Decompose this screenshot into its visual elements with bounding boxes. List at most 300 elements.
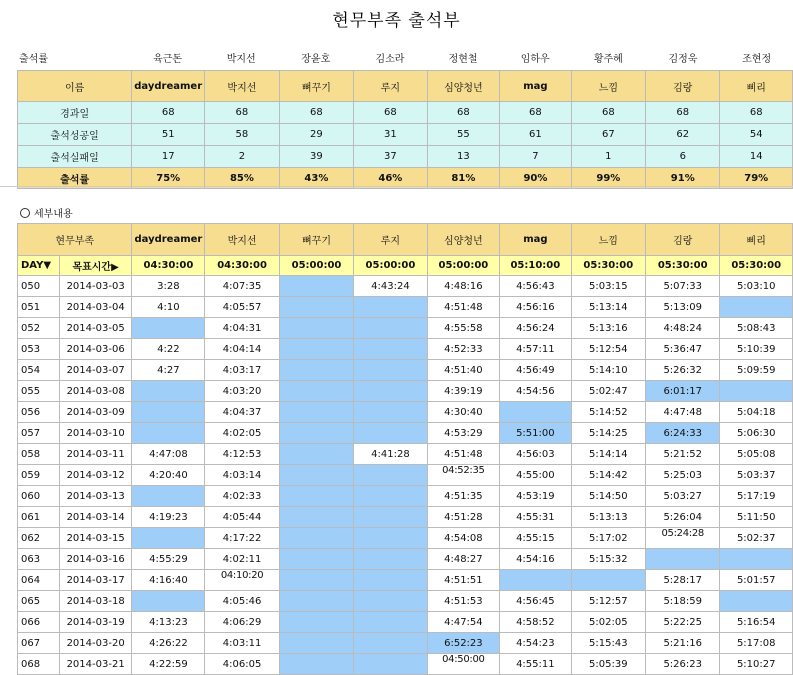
missed-time-cell[interactable]	[354, 465, 427, 486]
circle-bullet-icon	[20, 208, 30, 218]
check-in-time-cell[interactable]: 5:02:47	[571, 381, 645, 402]
check-in-time-cell[interactable]: 5:03:37	[720, 465, 793, 486]
check-in-time-cell[interactable]: 5:12:57	[571, 591, 645, 612]
missed-time-cell[interactable]	[279, 549, 353, 570]
missed-time-cell[interactable]	[354, 591, 427, 612]
check-in-time-cell[interactable]: 4:53:19	[500, 486, 571, 507]
check-in-time-cell[interactable]: 5:02:37	[720, 528, 793, 549]
missed-time-cell[interactable]	[279, 339, 353, 360]
check-in-time-cell[interactable]: 4:26:22	[132, 633, 205, 654]
check-in-time-cell[interactable]: 4:03:11	[205, 633, 279, 654]
stat-cell[interactable]: 17	[132, 146, 205, 168]
stat-label[interactable]: 경과일	[18, 102, 132, 124]
missed-time-cell[interactable]	[279, 591, 353, 612]
check-in-time-cell[interactable]: 4:53:29	[427, 423, 499, 444]
check-in-time-cell[interactable]: 4:47:54	[427, 612, 499, 633]
check-in-time-cell[interactable]: 4:56:16	[500, 297, 571, 318]
missed-time-cell[interactable]	[279, 633, 353, 654]
day-number-cell[interactable]: 059	[18, 465, 60, 486]
check-in-time-cell[interactable]: 4:22:59	[132, 654, 205, 675]
date-cell[interactable]: 2014-03-13	[59, 486, 132, 507]
nickname-cell[interactable]: 뼈꾸기	[279, 71, 353, 102]
stat-cell[interactable]: 61	[500, 124, 571, 146]
check-in-time-cell[interactable]: 4:58:52	[500, 612, 571, 633]
stat-cell[interactable]: 51	[132, 124, 205, 146]
check-in-time-cell[interactable]: 4:51:51	[427, 570, 499, 591]
table-row	[18, 549, 793, 570]
day-number-cell[interactable]: 053	[18, 339, 60, 360]
nickname-cell[interactable]: 김랑	[646, 224, 720, 256]
check-in-time-cell[interactable]: 5:28:17	[646, 570, 720, 591]
check-in-time-cell[interactable]: 5:15:32	[571, 549, 645, 570]
real-name-cell: 황주혜	[593, 54, 623, 65]
missed-time-cell[interactable]	[279, 507, 353, 528]
missed-time-cell[interactable]	[132, 528, 205, 549]
stat-cell[interactable]: 14	[720, 146, 793, 168]
date-cell[interactable]: 2014-03-08	[59, 381, 132, 402]
nickname-cell[interactable]: 뼈꾸기	[279, 224, 353, 256]
stat-cell[interactable]: 39	[279, 146, 353, 168]
nickname-cell[interactable]: daydreamer	[132, 224, 205, 256]
day-number-cell[interactable]: 050	[18, 276, 60, 297]
check-in-time-cell[interactable]: 4:47:48	[646, 402, 720, 423]
nickname-cell[interactable]: 삐리	[720, 224, 793, 256]
check-in-time-cell[interactable]: 4:52:33	[427, 339, 499, 360]
missed-time-cell[interactable]: 5:51:00	[500, 423, 571, 444]
check-in-time-cell[interactable]: 4:55:31	[500, 507, 571, 528]
missed-time-cell[interactable]	[720, 549, 793, 570]
day-number-cell[interactable]: 055	[18, 381, 60, 402]
check-in-time-cell[interactable]: 4:55:29	[132, 549, 205, 570]
date-cell[interactable]: 2014-03-21	[59, 654, 132, 675]
missed-time-cell[interactable]	[354, 528, 427, 549]
check-in-time-cell[interactable]: 5:16:54	[720, 612, 793, 633]
check-in-time-cell[interactable]: 5:13:14	[571, 297, 645, 318]
nickname-cell[interactable]: 루지	[354, 224, 427, 256]
stat-cell[interactable]: 54	[720, 124, 793, 146]
target-label[interactable]: 목표시간▶	[59, 256, 132, 276]
nickname-cell[interactable]: 루지	[354, 71, 427, 102]
check-in-time-cell[interactable]: 4:05:57	[205, 297, 279, 318]
target-time-cell[interactable]: 05:30:00	[720, 256, 793, 276]
check-in-time-cell[interactable]: 4:06:05	[205, 654, 279, 675]
check-in-time-cell[interactable]: 3:28	[132, 276, 205, 297]
check-in-time-cell[interactable]: 4:51:48	[427, 444, 499, 465]
check-in-time-cell[interactable]: 4:10	[132, 297, 205, 318]
date-cell[interactable]: 2014-03-16	[59, 549, 132, 570]
attendance-rate-label: 출석률	[19, 54, 48, 65]
target-time-cell[interactable]: 04:30:00	[132, 256, 205, 276]
check-in-time-cell[interactable]: 5:03:27	[646, 486, 720, 507]
check-in-time-cell[interactable]: 5:05:39	[571, 654, 645, 675]
check-in-time-cell[interactable]: 4:56:45	[500, 591, 571, 612]
nickname-cell[interactable]: 삐리	[720, 71, 793, 102]
stat-cell[interactable]: 7	[500, 146, 571, 168]
check-in-time-cell[interactable]: 5:17:02	[571, 528, 645, 549]
missed-time-cell[interactable]	[132, 318, 205, 339]
check-in-time-cell[interactable]: 5:15:43	[571, 633, 645, 654]
stat-cell[interactable]: 31	[354, 124, 427, 146]
check-in-time-cell[interactable]: 5:09:59	[720, 360, 793, 381]
date-cell[interactable]: 2014-03-12	[59, 465, 132, 486]
day-number-cell[interactable]: 054	[18, 360, 60, 381]
nickname-cell[interactable]: 느낌	[571, 71, 645, 102]
check-in-time-cell[interactable]: 5:13:09	[646, 297, 720, 318]
nickname-cell[interactable]: 심양청년	[427, 71, 500, 102]
check-in-time-cell[interactable]: 5:11:50	[720, 507, 793, 528]
missed-time-cell[interactable]	[720, 297, 793, 318]
target-time-row	[18, 256, 793, 276]
stat-cell[interactable]: 1	[571, 146, 645, 168]
stat-cell[interactable]: 37	[354, 146, 427, 168]
check-in-time-cell[interactable]: 5:26:04	[646, 507, 720, 528]
check-in-time-cell[interactable]: 4:03:17	[205, 360, 279, 381]
check-in-time-cell[interactable]: 4:56:24	[500, 318, 571, 339]
rate-cell[interactable]: 90%	[500, 168, 571, 189]
date-cell[interactable]: 2014-03-07	[59, 360, 132, 381]
check-in-time-cell[interactable]: 5:21:52	[646, 444, 720, 465]
name-header[interactable]: 이름	[18, 71, 132, 102]
check-in-time-cell[interactable]: 5:13:13	[571, 507, 645, 528]
target-time-cell[interactable]: 05:30:00	[646, 256, 720, 276]
missed-time-cell[interactable]	[354, 549, 427, 570]
page-title: 현무부족 출석부	[332, 11, 461, 31]
check-in-time-cell[interactable]: 4:48:16	[427, 276, 499, 297]
rate-cell[interactable]: 85%	[205, 168, 279, 189]
check-in-time-cell[interactable]: 5:14:14	[571, 444, 645, 465]
missed-time-cell[interactable]	[571, 570, 645, 591]
stat-cell[interactable]: 68	[720, 102, 793, 124]
stat-cell[interactable]: 68	[205, 102, 279, 124]
day-number-cell[interactable]: 068	[18, 654, 60, 675]
check-in-time-cell[interactable]: 5:10:27	[720, 654, 793, 675]
missed-time-cell[interactable]	[279, 465, 353, 486]
check-in-time-cell[interactable]: 4:54:23	[500, 633, 571, 654]
stat-cell[interactable]: 68	[279, 102, 353, 124]
stat-cell[interactable]: 68	[354, 102, 427, 124]
check-in-time-cell[interactable]: 4:51:35	[427, 486, 499, 507]
stat-cell[interactable]: 13	[427, 146, 500, 168]
check-in-time-cell[interactable]: 4:12:53	[205, 444, 279, 465]
section-label	[20, 205, 73, 220]
check-in-time-cell[interactable]: 5:25:03	[646, 465, 720, 486]
date-cell[interactable]: 2014-03-14	[59, 507, 132, 528]
day-number-cell[interactable]: 060	[18, 486, 60, 507]
check-in-time-cell[interactable]: 04:50:00	[427, 654, 499, 675]
stat-cell[interactable]: 58	[205, 124, 279, 146]
missed-time-cell[interactable]	[132, 591, 205, 612]
missed-time-cell[interactable]	[500, 402, 571, 423]
day-number-cell[interactable]: 056	[18, 402, 60, 423]
check-in-time-cell[interactable]: 4:02:33	[205, 486, 279, 507]
missed-time-cell[interactable]	[354, 507, 427, 528]
rate-cell[interactable]: 81%	[427, 168, 500, 189]
rate-label[interactable]: 출석률	[18, 168, 132, 189]
stat-cell[interactable]: 68	[500, 102, 571, 124]
check-in-time-cell[interactable]: 5:14:25	[571, 423, 645, 444]
check-in-time-cell[interactable]: 4:39:19	[427, 381, 499, 402]
missed-time-cell[interactable]	[354, 360, 427, 381]
stat-cell[interactable]: 62	[646, 124, 720, 146]
check-in-time-cell[interactable]: 4:57:11	[500, 339, 571, 360]
missed-time-cell[interactable]	[279, 528, 353, 549]
date-cell[interactable]: 2014-03-19	[59, 612, 132, 633]
rate-cell[interactable]: 99%	[571, 168, 645, 189]
table-row	[18, 612, 793, 633]
check-in-time-cell[interactable]: 4:43:24	[354, 276, 427, 297]
check-in-time-cell[interactable]: 4:51:28	[427, 507, 499, 528]
check-in-time-cell[interactable]: 4:07:35	[205, 276, 279, 297]
stat-cell[interactable]: 55	[427, 124, 500, 146]
date-cell[interactable]: 2014-03-04	[59, 297, 132, 318]
check-in-time-cell[interactable]: 4:04:37	[205, 402, 279, 423]
day-number-cell[interactable]: 067	[18, 633, 60, 654]
check-in-time-cell[interactable]: 4:27	[132, 360, 205, 381]
check-in-time-cell[interactable]: 4:55:58	[427, 318, 499, 339]
missed-time-cell[interactable]	[354, 570, 427, 591]
summary-stat-row	[18, 146, 793, 168]
table-row	[18, 339, 793, 360]
check-in-time-cell[interactable]: 4:22	[132, 339, 205, 360]
rate-cell[interactable]: 79%	[720, 168, 793, 189]
check-in-time-cell[interactable]: 5:14:52	[571, 402, 645, 423]
missed-time-cell[interactable]	[132, 402, 205, 423]
check-in-time-cell[interactable]: 5:04:18	[720, 402, 793, 423]
check-in-time-cell[interactable]: 4:51:40	[427, 360, 499, 381]
check-in-time-cell[interactable]: 4:48:27	[427, 549, 499, 570]
target-time-cell[interactable]: 05:00:00	[427, 256, 499, 276]
missed-time-cell[interactable]	[279, 570, 353, 591]
check-in-time-cell[interactable]: 4:16:40	[132, 570, 205, 591]
missed-time-cell[interactable]	[279, 297, 353, 318]
check-in-time-cell[interactable]: 4:04:14	[205, 339, 279, 360]
nickname-cell[interactable]: daydreamer	[132, 71, 205, 102]
day-number-cell[interactable]: 065	[18, 591, 60, 612]
rate-cell[interactable]: 46%	[354, 168, 427, 189]
missed-time-cell[interactable]	[132, 423, 205, 444]
check-in-time-cell[interactable]: 4:55:15	[500, 528, 571, 549]
real-name-cell: 김정욱	[668, 54, 698, 65]
target-time-cell[interactable]: 05:10:00	[500, 256, 571, 276]
date-cell[interactable]: 2014-03-17	[59, 570, 132, 591]
day-number-cell[interactable]: 066	[18, 612, 60, 633]
date-cell[interactable]: 2014-03-18	[59, 591, 132, 612]
day-number-cell[interactable]: 051	[18, 297, 60, 318]
missed-time-cell[interactable]	[279, 486, 353, 507]
check-in-time-cell[interactable]: 4:03:20	[205, 381, 279, 402]
check-in-time-cell[interactable]: 4:04:31	[205, 318, 279, 339]
target-time-cell[interactable]: 05:00:00	[279, 256, 353, 276]
real-name-cell: 조현정	[742, 54, 772, 65]
check-in-time-cell[interactable]: 5:14:50	[571, 486, 645, 507]
check-in-time-cell[interactable]: 5:05:08	[720, 444, 793, 465]
stat-cell[interactable]: 68	[571, 102, 645, 124]
stat-label[interactable]: 출석실패일	[18, 146, 132, 168]
check-in-time-cell[interactable]: 4:30:40	[427, 402, 499, 423]
nickname-cell[interactable]: 심양청년	[427, 224, 499, 256]
missed-time-cell[interactable]	[354, 633, 427, 654]
missed-time-cell[interactable]	[354, 297, 427, 318]
check-in-time-cell[interactable]: 4:48:24	[646, 318, 720, 339]
missed-time-cell[interactable]	[720, 381, 793, 402]
check-in-time-cell[interactable]: 4:03:14	[205, 465, 279, 486]
check-in-time-cell[interactable]: 4:51:53	[427, 591, 499, 612]
check-in-time-cell[interactable]: 4:20:40	[132, 465, 205, 486]
check-in-time-cell[interactable]: 5:22:25	[646, 612, 720, 633]
check-in-time-cell[interactable]: 5:26:32	[646, 360, 720, 381]
check-in-time-cell[interactable]: 04:10:20	[205, 570, 279, 591]
missed-time-cell[interactable]	[354, 486, 427, 507]
check-in-time-cell[interactable]: 4:54:16	[500, 549, 571, 570]
check-in-time-cell[interactable]: 04:52:35	[427, 465, 499, 486]
missed-time-cell[interactable]: 6:24:33	[646, 423, 720, 444]
table-row	[18, 276, 793, 297]
day-number-cell[interactable]: 064	[18, 570, 60, 591]
day-number-cell[interactable]: 052	[18, 318, 60, 339]
table-row	[18, 507, 793, 528]
stat-cell[interactable]: 68	[132, 102, 205, 124]
date-cell[interactable]: 2014-03-20	[59, 633, 132, 654]
nickname-cell[interactable]: 김랑	[646, 71, 720, 102]
check-in-time-cell[interactable]: 5:10:39	[720, 339, 793, 360]
check-in-time-cell[interactable]: 5:26:23	[646, 654, 720, 675]
day-number-cell[interactable]: 061	[18, 507, 60, 528]
check-in-time-cell[interactable]: 4:56:49	[500, 360, 571, 381]
stat-cell[interactable]: 68	[646, 102, 720, 124]
check-in-time-cell[interactable]: 4:41:28	[354, 444, 427, 465]
missed-time-cell[interactable]	[279, 654, 353, 675]
day-label[interactable]: DAY▼	[18, 256, 60, 276]
check-in-time-cell[interactable]: 5:14:10	[571, 360, 645, 381]
check-in-time-cell[interactable]: 05:24:28	[646, 528, 720, 549]
missed-time-cell[interactable]	[132, 381, 205, 402]
stat-cell[interactable]: 67	[571, 124, 645, 146]
check-in-time-cell[interactable]: 4:19:23	[132, 507, 205, 528]
missed-time-cell[interactable]	[279, 444, 353, 465]
check-in-time-cell[interactable]: 4:05:46	[205, 591, 279, 612]
stat-cell[interactable]: 68	[427, 102, 500, 124]
day-number-cell[interactable]: 058	[18, 444, 60, 465]
check-in-time-cell[interactable]: 4:02:05	[205, 423, 279, 444]
stat-label[interactable]: 출석성공일	[18, 124, 132, 146]
missed-time-cell[interactable]	[279, 318, 353, 339]
missed-time-cell[interactable]	[354, 423, 427, 444]
missed-time-cell[interactable]	[354, 654, 427, 675]
missed-time-cell[interactable]	[354, 402, 427, 423]
missed-time-cell[interactable]: 6:01:17	[646, 381, 720, 402]
target-time-cell[interactable]: 04:30:00	[205, 256, 279, 276]
missed-time-cell[interactable]	[279, 402, 353, 423]
target-time-cell[interactable]: 05:00:00	[354, 256, 427, 276]
nickname-cell[interactable]: 박지선	[205, 224, 279, 256]
missed-time-cell[interactable]	[279, 612, 353, 633]
day-number-cell[interactable]: 062	[18, 528, 60, 549]
check-in-time-cell[interactable]: 4:55:00	[500, 465, 571, 486]
missed-time-cell[interactable]	[279, 360, 353, 381]
missed-time-cell[interactable]	[354, 339, 427, 360]
nickname-cell[interactable]: mag	[500, 71, 571, 102]
table-row	[18, 591, 793, 612]
check-in-time-cell[interactable]: 5:17:19	[720, 486, 793, 507]
check-in-time-cell[interactable]: 5:02:05	[571, 612, 645, 633]
check-in-time-cell[interactable]: 4:51:48	[427, 297, 499, 318]
date-cell[interactable]: 2014-03-10	[59, 423, 132, 444]
target-time-cell[interactable]: 05:30:00	[571, 256, 645, 276]
date-cell[interactable]: 2014-03-05	[59, 318, 132, 339]
check-in-time-cell[interactable]: 5:08:43	[720, 318, 793, 339]
check-in-time-cell[interactable]: 5:14:42	[571, 465, 645, 486]
table-row	[18, 486, 793, 507]
table-row	[18, 297, 793, 318]
nickname-cell[interactable]: mag	[500, 224, 571, 256]
check-in-time-cell[interactable]: 5:36:47	[646, 339, 720, 360]
check-in-time-cell[interactable]: 4:47:08	[132, 444, 205, 465]
date-cell[interactable]: 2014-03-15	[59, 528, 132, 549]
missed-time-cell[interactable]	[500, 570, 571, 591]
missed-time-cell[interactable]	[720, 591, 793, 612]
section-label-text: 세부내용	[34, 209, 73, 220]
date-cell[interactable]: 2014-03-03	[59, 276, 132, 297]
date-cell[interactable]: 2014-03-06	[59, 339, 132, 360]
missed-time-cell[interactable]	[279, 381, 353, 402]
check-in-time-cell[interactable]: 5:03:15	[571, 276, 645, 297]
stat-cell[interactable]: 2	[205, 146, 279, 168]
date-cell[interactable]: 2014-03-11	[59, 444, 132, 465]
missed-time-cell[interactable]	[279, 423, 353, 444]
check-in-time-cell[interactable]: 5:03:10	[720, 276, 793, 297]
date-cell[interactable]: 2014-03-09	[59, 402, 132, 423]
missed-time-cell[interactable]	[279, 276, 353, 297]
check-in-time-cell[interactable]: 4:05:44	[205, 507, 279, 528]
day-number-cell[interactable]: 057	[18, 423, 60, 444]
day-number-cell[interactable]: 063	[18, 549, 60, 570]
check-in-time-cell[interactable]: 4:06:29	[205, 612, 279, 633]
rate-cell[interactable]: 91%	[646, 168, 720, 189]
table-row	[18, 360, 793, 381]
missed-time-cell[interactable]	[132, 486, 205, 507]
check-in-time-cell[interactable]: 5:07:33	[646, 276, 720, 297]
missed-time-cell[interactable]: 6:52:23	[427, 633, 499, 654]
check-in-time-cell[interactable]: 5:21:16	[646, 633, 720, 654]
missed-time-cell[interactable]	[354, 612, 427, 633]
check-in-time-cell[interactable]: 5:12:54	[571, 339, 645, 360]
check-in-time-cell[interactable]: 5:06:30	[720, 423, 793, 444]
check-in-time-cell[interactable]: 5:13:16	[571, 318, 645, 339]
missed-time-cell[interactable]	[354, 318, 427, 339]
check-in-time-cell[interactable]: 5:18:59	[646, 591, 720, 612]
check-in-time-cell[interactable]: 5:17:08	[720, 633, 793, 654]
check-in-time-cell[interactable]: 4:54:08	[427, 528, 499, 549]
table-row	[18, 528, 793, 549]
check-in-time-cell[interactable]: 4:55:11	[500, 654, 571, 675]
nickname-cell[interactable]: 느낌	[571, 224, 645, 256]
nickname-cell[interactable]: 박지선	[205, 71, 279, 102]
rate-cell[interactable]: 75%	[132, 168, 205, 189]
check-in-time-cell[interactable]: 4:56:03	[500, 444, 571, 465]
check-in-time-cell[interactable]: 4:54:56	[500, 381, 571, 402]
rate-cell[interactable]: 43%	[279, 168, 353, 189]
check-in-time-cell[interactable]: 5:01:57	[720, 570, 793, 591]
check-in-time-cell[interactable]: 4:02:11	[205, 549, 279, 570]
missed-time-cell[interactable]	[646, 549, 720, 570]
missed-time-cell[interactable]	[354, 381, 427, 402]
stat-cell[interactable]: 29	[279, 124, 353, 146]
check-in-time-cell[interactable]: 4:56:43	[500, 276, 571, 297]
stat-cell[interactable]: 6	[646, 146, 720, 168]
check-in-time-cell[interactable]: 4:17:22	[205, 528, 279, 549]
tribe-header[interactable]: 현무부족	[18, 224, 132, 256]
check-in-time-cell[interactable]: 4:13:23	[132, 612, 205, 633]
